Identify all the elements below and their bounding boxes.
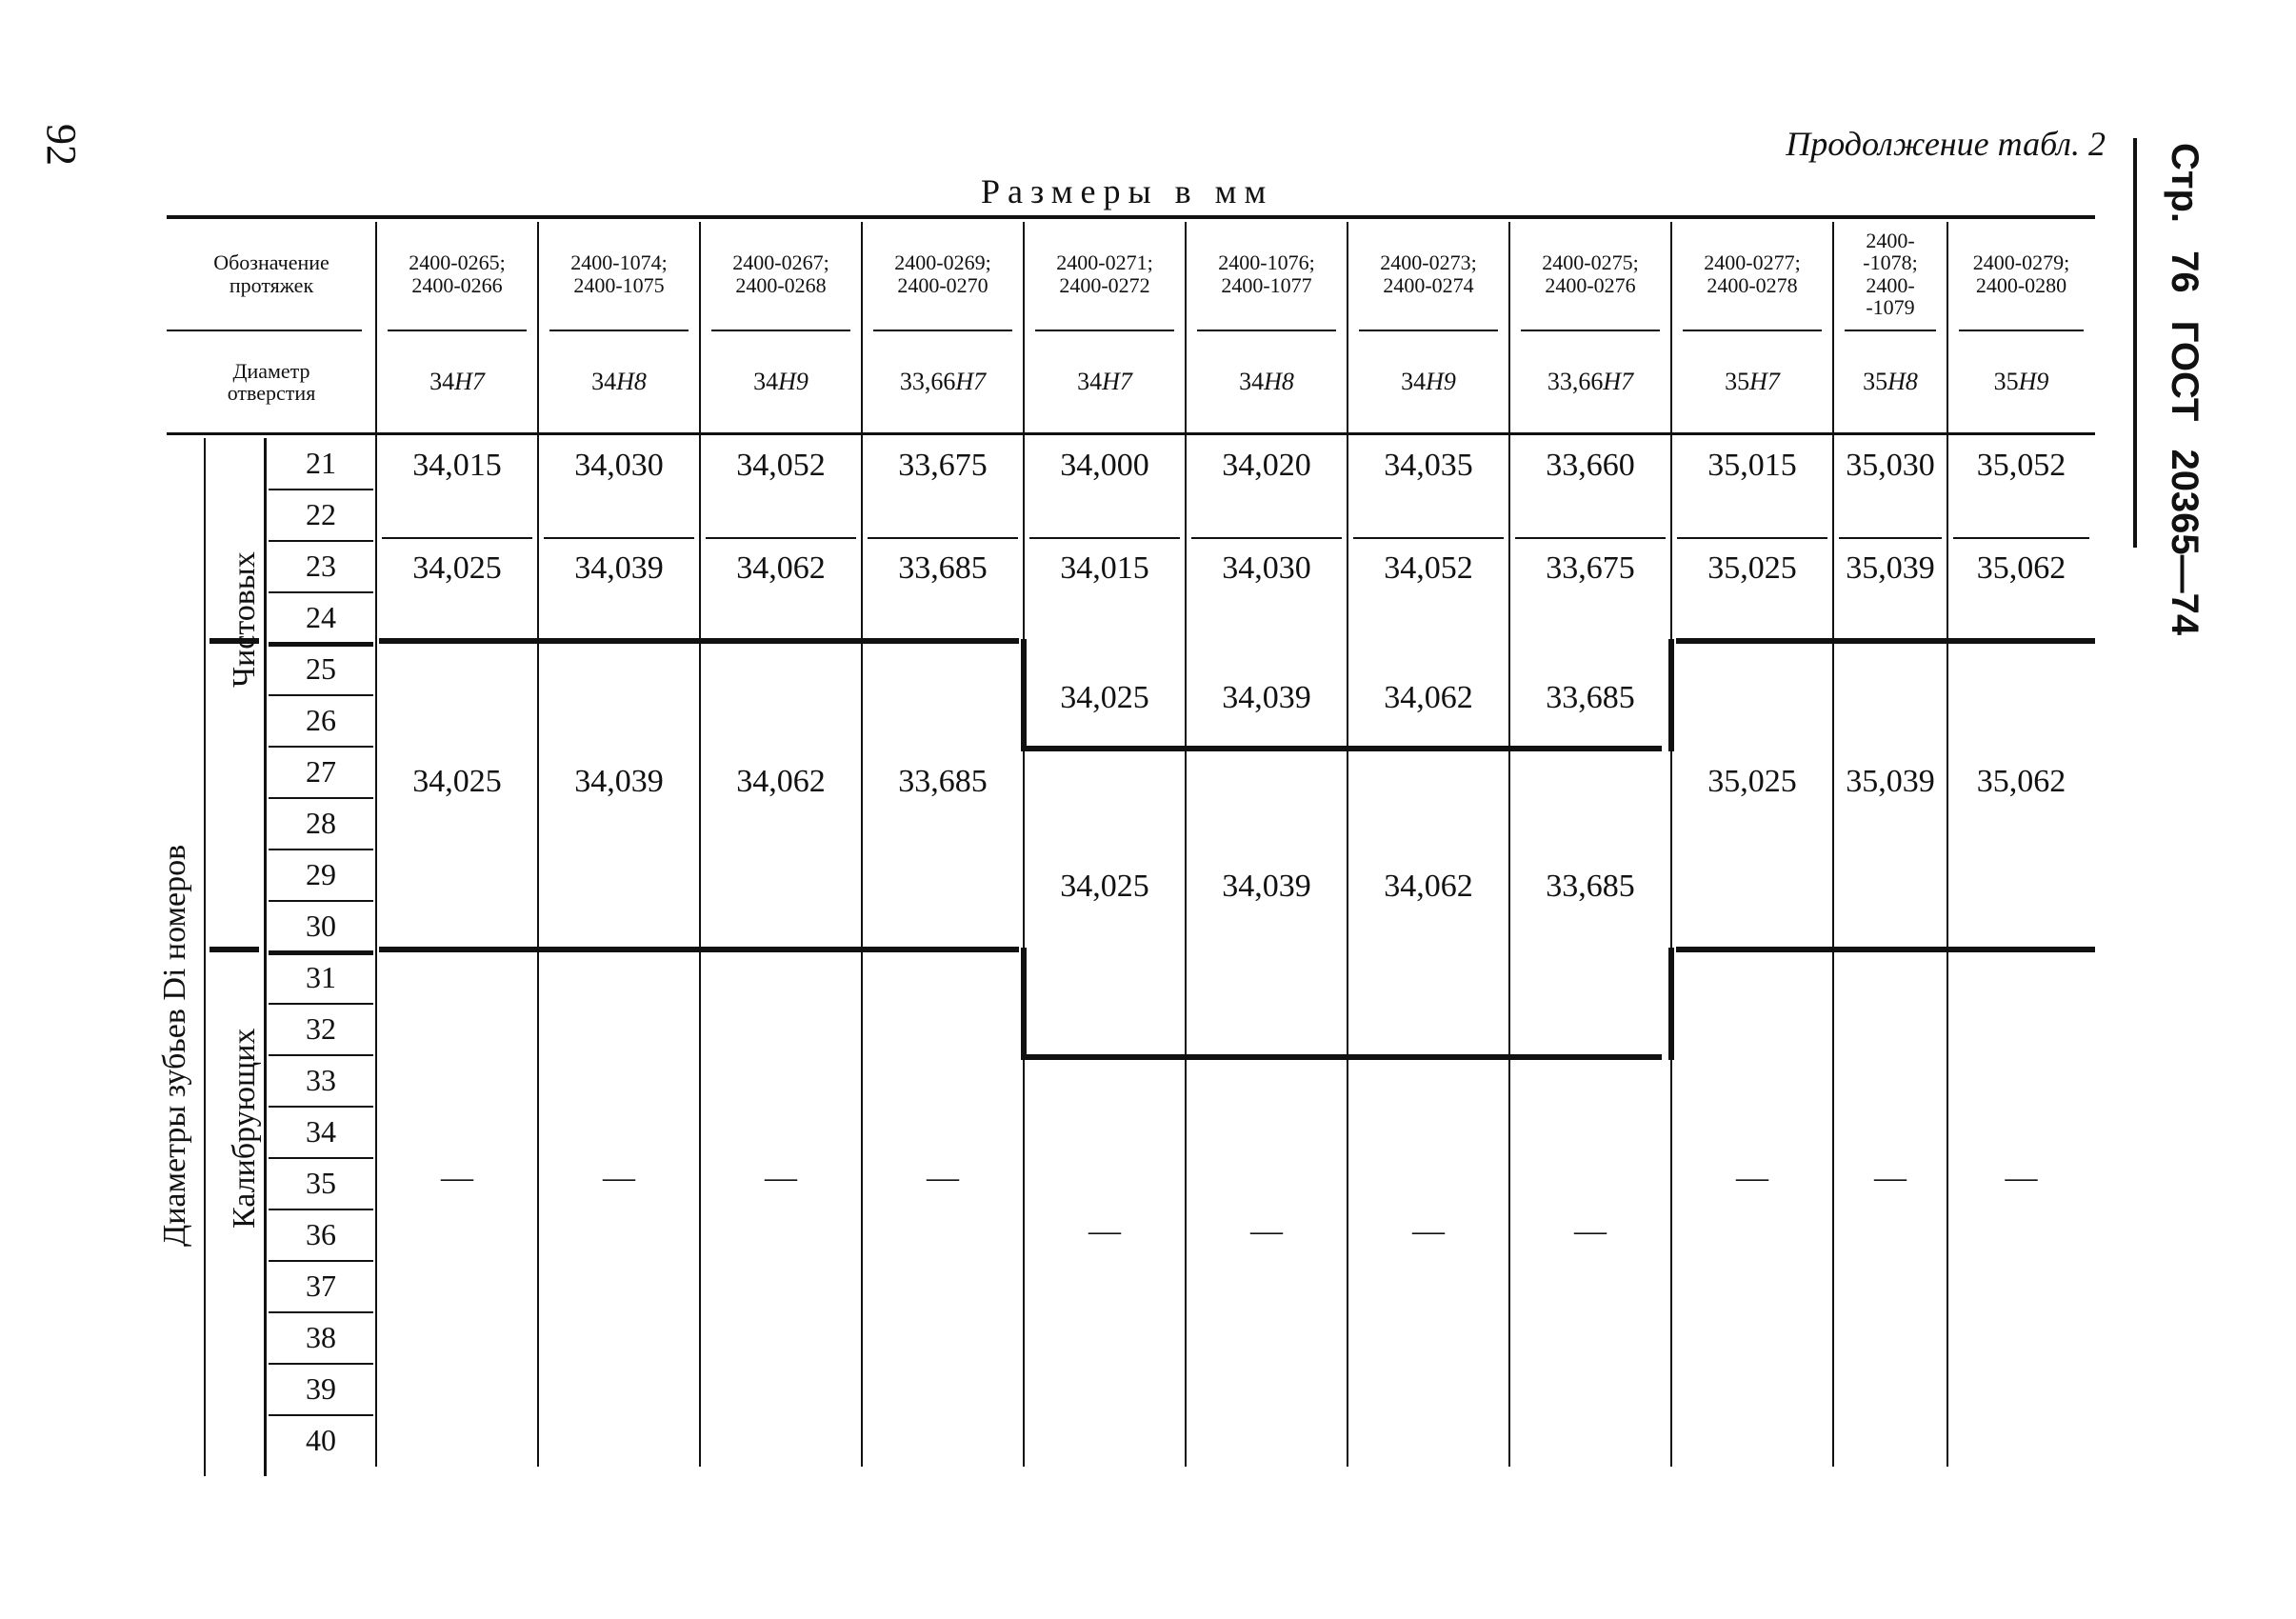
broach-code-header: 2400-1074; 2400-1075 (570, 250, 668, 297)
value-row-rule (1353, 537, 1504, 539)
bore-size: 34 (429, 368, 455, 396)
value-teeth-21-22: 35,052 (1976, 448, 2066, 483)
value-teeth-25-30: 34,025 (412, 764, 502, 799)
bore-fit: H7 (955, 368, 987, 396)
tooth-row-rule (269, 849, 373, 850)
row-label-divider (204, 438, 206, 1476)
bore-fit: H9 (1426, 368, 1456, 396)
value-teeth-27-32: 34,062 (1384, 869, 1473, 904)
no-value-dash: — (441, 1160, 473, 1195)
bore-size: 34 (1077, 368, 1103, 396)
tooth-row-rule (269, 1054, 373, 1056)
bore-fit-header (862, 330, 1024, 433)
bore-fit: H7 (1603, 368, 1634, 396)
bore-size: 34 (591, 368, 617, 396)
bore-fit-header (1024, 330, 1186, 433)
tooth-row-rule (269, 1209, 373, 1210)
broach-code-header: 2400-0279; 2400-0280 (1972, 250, 2070, 297)
no-value-dash: — (1736, 1160, 1768, 1195)
designation-header: Обозначение протяжек (213, 250, 329, 297)
no-value-dash: — (1574, 1213, 1607, 1249)
bore-fit: H8 (1264, 368, 1294, 396)
value-row-rule (382, 537, 532, 539)
zone-boundary (1027, 746, 1662, 751)
value-teeth-23-24: 35,025 (1707, 550, 1797, 586)
value-teeth-21-22: 35,030 (1846, 448, 1935, 483)
row-label-divider (264, 438, 267, 1476)
broach-code-header: 2400-0269; 2400-0270 (894, 250, 991, 297)
value-teeth-21-22: 35,015 (1707, 448, 1797, 483)
value-row-rule (1677, 537, 1827, 539)
bore-size: 34 (1239, 368, 1265, 396)
tooth-row-rule (269, 1003, 373, 1005)
value-teeth-23-24: 34,052 (1384, 550, 1473, 586)
value-teeth-21-22: 34,035 (1384, 448, 1473, 483)
group-rule (269, 950, 373, 955)
bore-size: 34 (1401, 368, 1427, 396)
tooth-row-rule (269, 540, 373, 542)
table-continuation-note: Продолжение табл. 2 (1786, 125, 2106, 163)
value-teeth-23-24: 34,015 (1060, 550, 1149, 586)
bore-fit: H9 (778, 368, 809, 396)
no-value-dash: — (765, 1160, 797, 1195)
value-teeth-23-24: 33,675 (1546, 550, 1635, 586)
tooth-number: 29 (306, 857, 336, 891)
bore-fit-header (700, 330, 862, 433)
value-teeth-23-24: 34,039 (574, 550, 664, 586)
bore-size: 33,66 (899, 368, 956, 396)
tooth-row-rule (269, 1311, 373, 1313)
tooth-number: 39 (306, 1371, 336, 1406)
value-teeth-25-30: 33,685 (898, 764, 988, 799)
zone-boundary (1021, 948, 1027, 1060)
no-value-dash: — (2005, 1160, 2038, 1195)
value-teeth-21-22: 34,030 (574, 448, 664, 483)
tooth-row-rule (269, 489, 373, 490)
no-value-dash: — (927, 1160, 959, 1195)
tooth-row-rule (269, 1157, 373, 1159)
value-teeth-25-30: 35,039 (1846, 764, 1935, 799)
broach-code-header: 2400-0277; 2400-0278 (1704, 250, 1801, 297)
broach-code-header: 2400- -1078; 2400- -1079 (1863, 229, 1918, 319)
bore-fit-header (1671, 330, 1833, 433)
bore-fit-header (1186, 330, 1348, 433)
bore-fit-header (1348, 330, 1509, 433)
tooth-number: 24 (306, 600, 336, 634)
bore-fit: H8 (616, 368, 647, 396)
value-teeth-25-30: 35,062 (1976, 764, 2066, 799)
bore-size: 35 (1863, 368, 1888, 396)
value-teeth-23-24: 34,030 (1222, 550, 1311, 586)
no-value-dash: — (1250, 1213, 1283, 1249)
bore-fit-header (376, 330, 538, 433)
tooth-row-rule (269, 900, 373, 902)
value-teeth-25-26: 34,025 (1060, 680, 1149, 715)
zone-boundary (1676, 638, 2095, 644)
value-teeth-27-32: 34,039 (1222, 869, 1311, 904)
tooth-number: 38 (306, 1320, 336, 1354)
tooth-row-rule (269, 746, 373, 748)
value-teeth-23-24: 35,062 (1976, 550, 2066, 586)
value-teeth-25-26: 34,039 (1222, 680, 1311, 715)
finishing-teeth-label: Чистовых (227, 551, 262, 688)
tooth-number: 30 (306, 909, 336, 943)
tooth-number: 26 (306, 703, 336, 737)
tooth-row-rule (269, 797, 373, 799)
no-value-dash: — (1412, 1213, 1445, 1249)
bore-diameter-header: Диаметр отверстия (227, 358, 316, 405)
bore-size: 35 (1993, 368, 2019, 396)
zone-boundary (379, 638, 1019, 644)
side-rule (2133, 138, 2137, 548)
value-row-rule (706, 537, 856, 539)
value-row-rule (544, 537, 694, 539)
bore-fit-header (1833, 330, 1947, 433)
bore-fit: H8 (1887, 368, 1918, 396)
no-value-dash: — (1088, 1213, 1121, 1249)
tooth-diameters-label: Диаметры зубьев Di номеров (157, 844, 192, 1247)
bore-fit: H7 (1749, 368, 1780, 396)
value-row-rule (1839, 537, 1942, 539)
tooth-number: 25 (306, 651, 336, 686)
standard-reference: Стр. 76 ГОСТ 20365—74 (2164, 143, 2206, 636)
bore-fit-header (1947, 330, 2095, 433)
zone-boundary (379, 947, 1019, 952)
broach-code-header: 2400-0271; 2400-0272 (1056, 250, 1153, 297)
value-teeth-21-22: 34,020 (1222, 448, 1311, 483)
tooth-number: 35 (306, 1166, 336, 1200)
tooth-number: 22 (306, 497, 336, 531)
value-row-rule (868, 537, 1018, 539)
bore-fit: H7 (1102, 368, 1132, 396)
tooth-number: 21 (306, 446, 336, 480)
tooth-row-rule (269, 1414, 373, 1416)
value-teeth-25-26: 34,062 (1384, 680, 1473, 715)
broach-code-header: 2400-0273; 2400-0274 (1380, 250, 1477, 297)
value-teeth-23-24: 35,039 (1846, 550, 1935, 586)
broach-code-header: 2400-0275; 2400-0276 (1542, 250, 1639, 297)
tooth-number: 27 (306, 754, 336, 789)
bore-size: 33,66 (1547, 368, 1604, 396)
page-number: 92 (38, 124, 85, 166)
tooth-row-rule (269, 591, 373, 593)
value-row-rule (1191, 537, 1342, 539)
tooth-number: 40 (306, 1423, 336, 1457)
broach-code-header: 2400-0265; 2400-0266 (409, 250, 506, 297)
bore-size: 34 (753, 368, 779, 396)
value-teeth-21-22: 33,660 (1546, 448, 1635, 483)
tooth-number: 23 (306, 549, 336, 583)
value-teeth-23-24: 33,685 (898, 550, 988, 586)
bore-fit-header (538, 330, 700, 433)
tooth-number: 36 (306, 1217, 336, 1251)
value-teeth-25-30: 35,025 (1707, 764, 1797, 799)
value-teeth-23-24: 34,025 (412, 550, 502, 586)
broach-code-header: 2400-0267; 2400-0268 (732, 250, 829, 297)
value-teeth-25-30: 34,039 (574, 764, 664, 799)
tooth-row-rule (269, 694, 373, 696)
broach-code-header: 2400-1076; 2400-1077 (1218, 250, 1315, 297)
tooth-number: 37 (306, 1269, 336, 1303)
tooth-number: 31 (306, 960, 336, 994)
bore-size: 35 (1725, 368, 1750, 396)
value-teeth-21-22: 34,000 (1060, 448, 1149, 483)
tooth-row-rule (269, 1106, 373, 1108)
tooth-number: 28 (306, 806, 336, 840)
value-row-rule (1515, 537, 1666, 539)
value-teeth-27-32: 34,025 (1060, 869, 1149, 904)
tooth-number: 32 (306, 1011, 336, 1046)
no-value-dash: — (1874, 1160, 1907, 1195)
value-teeth-27-32: 33,685 (1546, 869, 1635, 904)
bore-fit: H9 (2018, 368, 2049, 396)
bore-fit: H7 (454, 368, 485, 396)
zone-boundary (1027, 1054, 1662, 1060)
units-caption: Размеры в мм (981, 172, 1274, 210)
tooth-row-rule (269, 1363, 373, 1365)
value-row-rule (1953, 537, 2089, 539)
value-row-rule (1029, 537, 1180, 539)
value-teeth-21-22: 33,675 (898, 448, 988, 483)
no-value-dash: — (603, 1160, 635, 1195)
value-teeth-23-24: 34,062 (736, 550, 826, 586)
sizing-teeth-label: Калибрующих (227, 1028, 262, 1229)
value-teeth-21-22: 34,052 (736, 448, 826, 483)
value-teeth-21-22: 34,015 (412, 448, 502, 483)
value-teeth-25-26: 33,685 (1546, 680, 1635, 715)
sizing-group-rule (210, 947, 259, 952)
zone-boundary (1676, 947, 2095, 952)
group-rule (269, 642, 373, 647)
zone-boundary (1668, 948, 1674, 1060)
tooth-row-rule (269, 1260, 373, 1262)
bore-fit-header (1509, 330, 1671, 433)
value-teeth-25-30: 34,062 (736, 764, 826, 799)
tooth-number: 33 (306, 1063, 336, 1097)
tooth-number: 34 (306, 1114, 336, 1149)
header-top-rule (167, 215, 2095, 219)
